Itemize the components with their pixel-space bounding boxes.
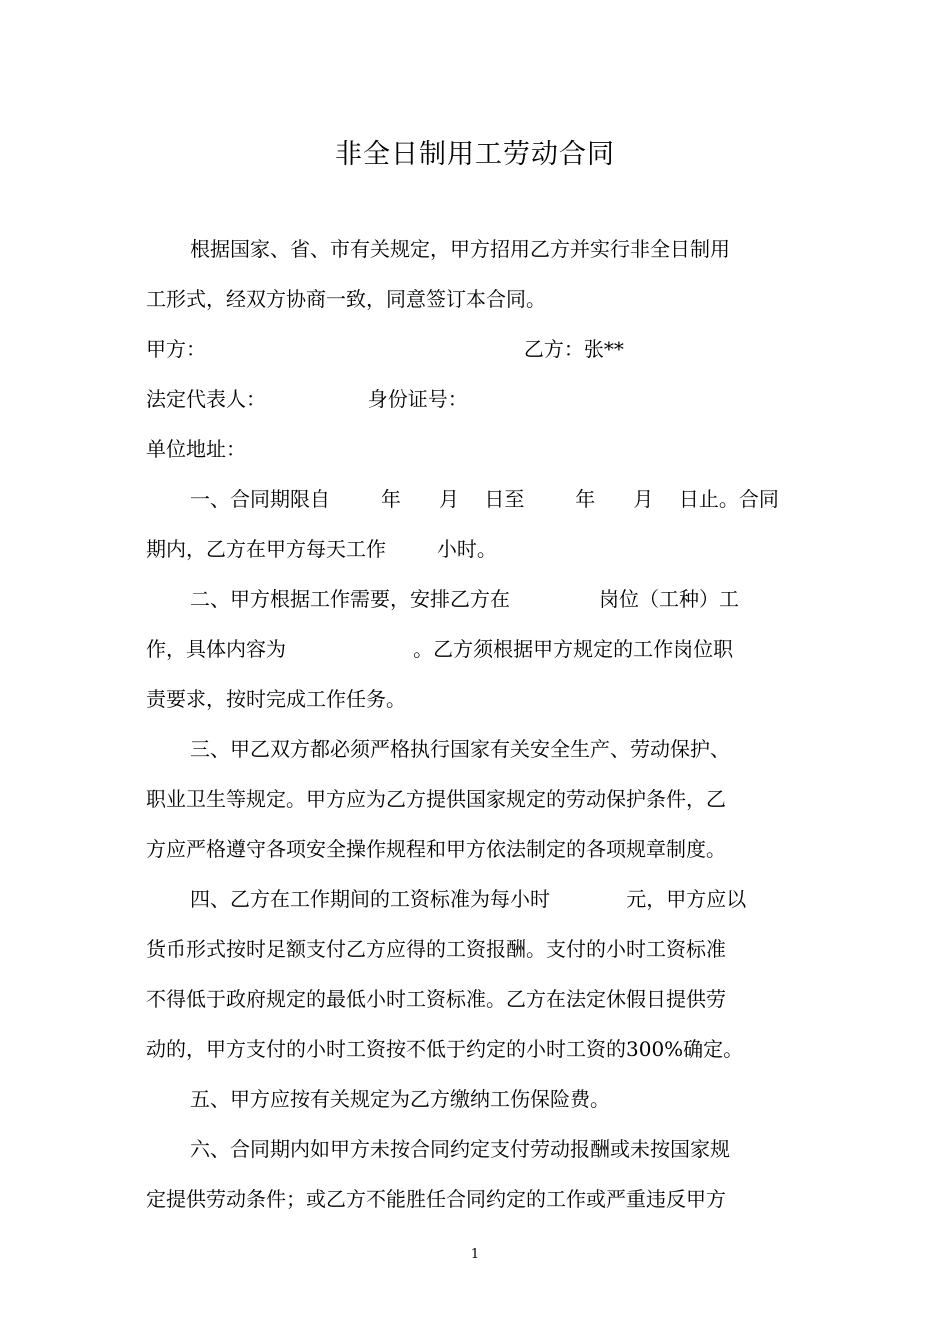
paragraph-line: 工形式，经双方协商一致，同意签订本合同。: [146, 287, 546, 311]
clause-4-line: 货币形式按时足额支付乙方应得的工资报酬。支付的小时工资标准: [146, 937, 726, 961]
party-line: 甲方： 乙方：张**: [146, 337, 624, 361]
clause-4-line: 动的，甲方支付的小时工资按不低于约定的小时工资的300%确定。: [146, 1037, 744, 1061]
clause-2-line: 二、甲方根据工作需要，安排乙方在 岗位（工种）工: [190, 587, 740, 611]
address-line: 单位地址：: [146, 437, 246, 461]
clause-3-line: 职业卫生等规定。甲方应为乙方提供国家规定的劳动保护条件，乙: [146, 787, 726, 811]
clause-6-line: 六、合同期内如甲方未按合同约定支付劳动报酬或未按国家规: [190, 1137, 730, 1161]
clause-3-line: 三、甲乙双方都必须严格执行国家有关安全生产、劳动保护、: [190, 737, 730, 761]
representative-line: 法定代表人： 身份证号：: [146, 387, 468, 411]
clause-2-line: 作，具体内容为 。乙方须根据甲方规定的工作岗位职: [146, 637, 734, 661]
clause-3-line: 方应严格遵守各项安全操作规程和甲方依法制定的各项规章制度。: [146, 837, 726, 861]
clause-1-line: 一、合同期限自 年 月 日至 年 月 日止。合同: [190, 487, 779, 511]
clause-6-line: 定提供劳动条件；或乙方不能胜任合同约定的工作或严重违反甲方: [146, 1187, 726, 1211]
clause-1-line: 期内，乙方在甲方每天工作 小时。: [146, 537, 497, 561]
document-title: 非全日制用工劳动合同: [335, 139, 615, 170]
clause-2-line: 责要求，按时完成工作任务。: [146, 687, 406, 711]
clause-5-line: 五、甲方应按有关规定为乙方缴纳工伤保险费。: [190, 1087, 610, 1111]
clause-4-line: 四、乙方在工作期间的工资标准为每小时 元，甲方应以: [190, 887, 747, 911]
clause-4-line: 不得低于政府规定的最低小时工资标准。乙方在法定休假日提供劳: [146, 987, 726, 1011]
paragraph-line: 根据国家、省、市有关规定，甲方招用乙方并实行非全日制用: [190, 237, 730, 261]
page-number: 1: [470, 1247, 480, 1262]
